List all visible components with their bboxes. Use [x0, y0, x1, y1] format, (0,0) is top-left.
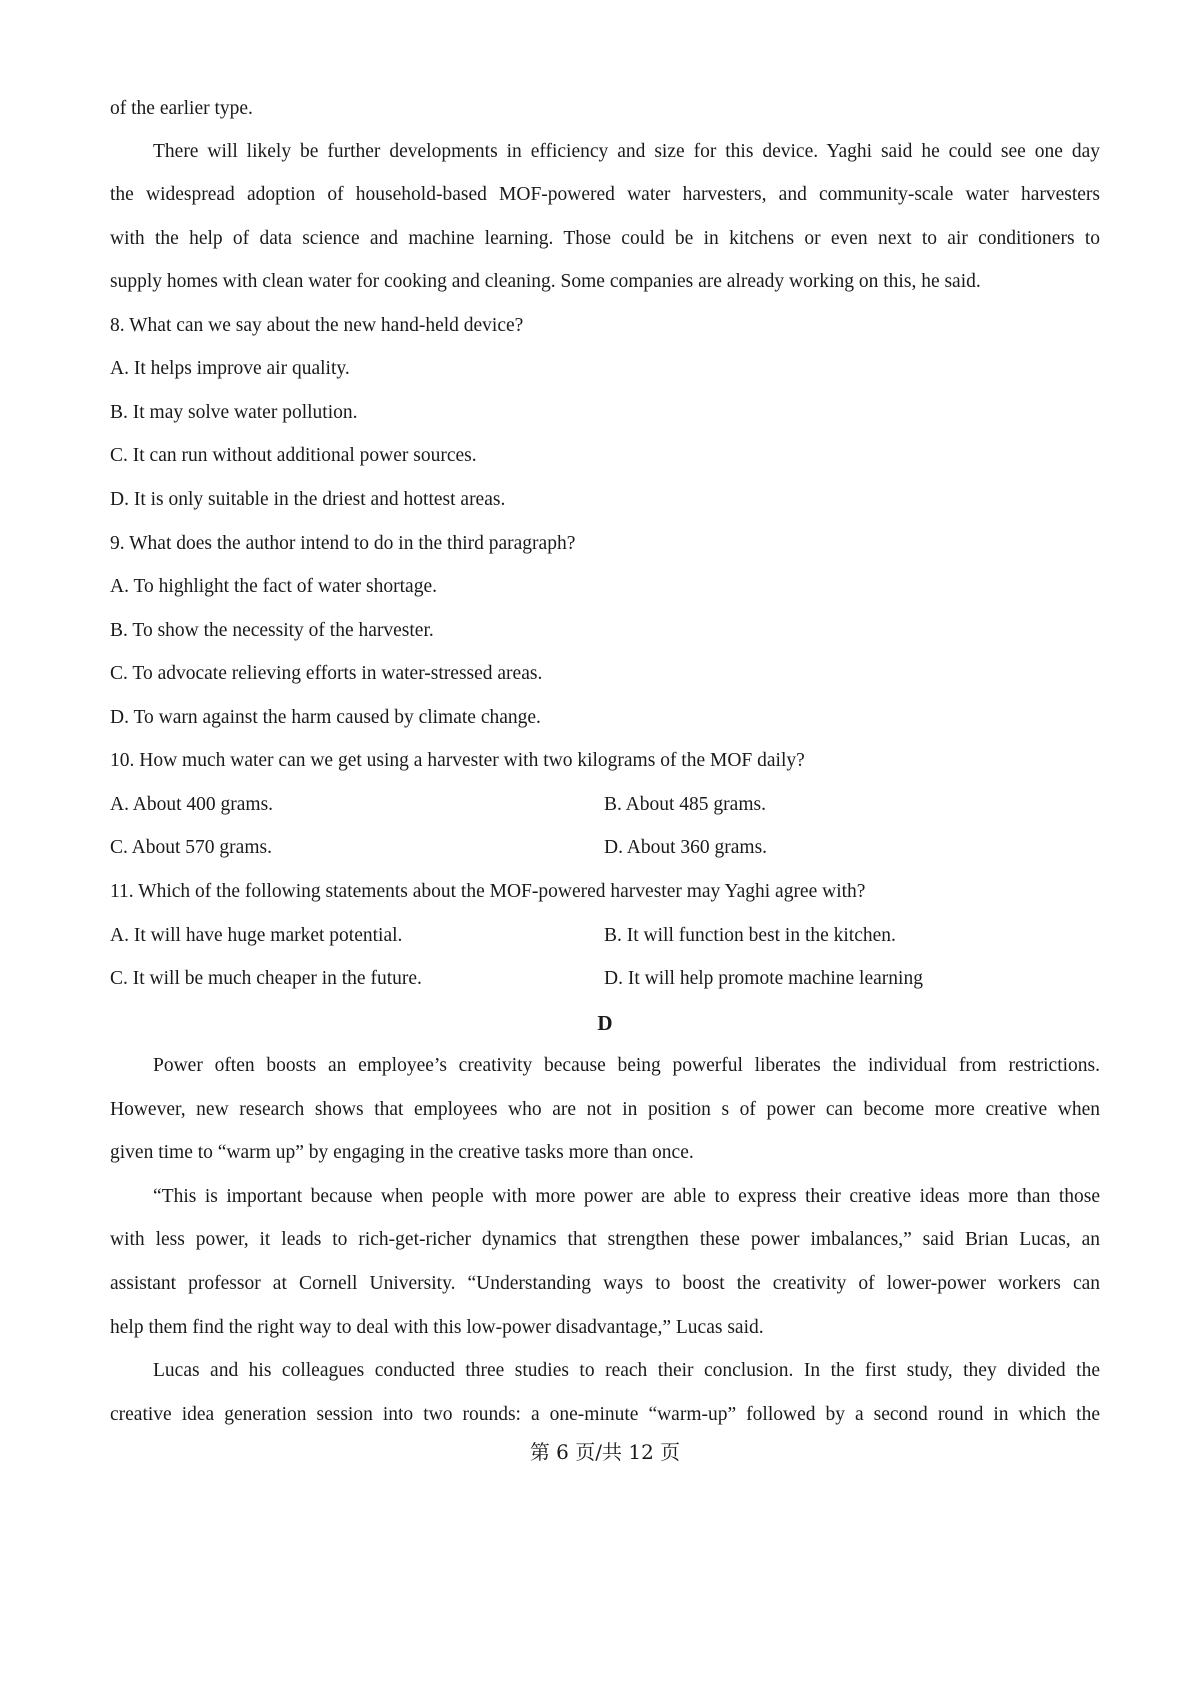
passage-c-last-line: of the earlier type. [110, 98, 253, 119]
question-11-option-d: D. It will help promote machine learning [604, 968, 923, 989]
passage-d-heading: D [597, 1011, 613, 1035]
question-9-stem: 9. What does the author intend to do in the third paragraph? [110, 533, 576, 554]
passage-c-paragraph-line: with the help of data science and machine learning. Those could be in kitchens or even next to air conditioners to [110, 228, 1100, 249]
passage-d-paragraph-line: “This is important because when people with more power are able to express their creative ideas more than those [153, 1186, 1100, 1207]
passage-d-paragraph-line: creative idea generation session into two rounds: a one-minute “warm-up” followed by a second round in which the [110, 1404, 1100, 1425]
passage-c-paragraph-line: There will likely be further developments in efficiency and size for this device. Yaghi said he could see one day [153, 141, 1100, 162]
passage-d-paragraph-line: assistant professor at Cornell University. “Understanding ways to boost the creativity of lower-power workers can [110, 1273, 1100, 1294]
passage-d-paragraph-line: Lucas and his colleagues conducted three studies to reach their conclusion. In the first study, they divided the [153, 1360, 1100, 1381]
question-10-option-a: A. About 400 grams. [110, 794, 274, 815]
passage-d-paragraph-line: However, new research shows that employees who are not in position s of power can become more creative when [110, 1099, 1100, 1120]
question-10-option-b: B. About 485 grams. [604, 794, 766, 815]
question-8-option-b: B. It may solve water pollution. [110, 402, 358, 423]
question-11-stem: 11. Which of the following statements about the MOF-powered harvester may Yaghi agree with? [110, 881, 866, 902]
question-10-option-d: D. About 360 grams. [604, 837, 768, 858]
question-11-option-c: C. It will be much cheaper in the future. [110, 968, 422, 989]
question-8-option-c: C. It can run without additional power sources. [110, 445, 477, 466]
question-10-option-c: C. About 570 grams. [110, 837, 272, 858]
passage-d-paragraph-line: Power often boosts an employee’s creativity because being powerful liberates the individual from restrictions. [153, 1055, 1100, 1076]
question-9-option-b: B. To show the necessity of the harvester. [110, 620, 434, 641]
question-8-option-a: A. It helps improve air quality. [110, 358, 350, 379]
question-11-option-b: B. It will function best in the kitchen. [604, 925, 896, 946]
page-number-footer: 第 6 页/共 12 页 [529, 1440, 681, 1464]
question-8-stem: 8. What can we say about the new hand-held device? [110, 315, 524, 336]
question-10-stem: 10. How much water can we get using a harvester with two kilograms of the MOF daily? [110, 750, 805, 771]
question-9-option-d: D. To warn against the harm caused by climate change. [110, 707, 541, 728]
passage-d-paragraph-line: with less power, it leads to rich-get-richer dynamics that strengthen these power imbalances,” said Brian Lucas, an [110, 1229, 1100, 1250]
question-9-option-a: A. To highlight the fact of water shortage. [110, 576, 437, 597]
question-9-option-c: C. To advocate relieving efforts in water-stressed areas. [110, 663, 543, 684]
passage-c-paragraph-line: supply homes with clean water for cooking and cleaning. Some companies are already working on this, he said. [110, 271, 981, 292]
passage-c-paragraph-line: the widespread adoption of household-based MOF-powered water harvesters, and community-scale water harvesters [110, 184, 1100, 205]
passage-d-paragraph-line: help them find the right way to deal with this low-power disadvantage,” Lucas said. [110, 1317, 764, 1338]
question-11-option-a: A. It will have huge market potential. [110, 925, 403, 946]
passage-d-paragraph-line: given time to “warm up” by engaging in the creative tasks more than once. [110, 1142, 694, 1163]
question-8-option-d: D. It is only suitable in the driest and hottest areas. [110, 489, 506, 510]
